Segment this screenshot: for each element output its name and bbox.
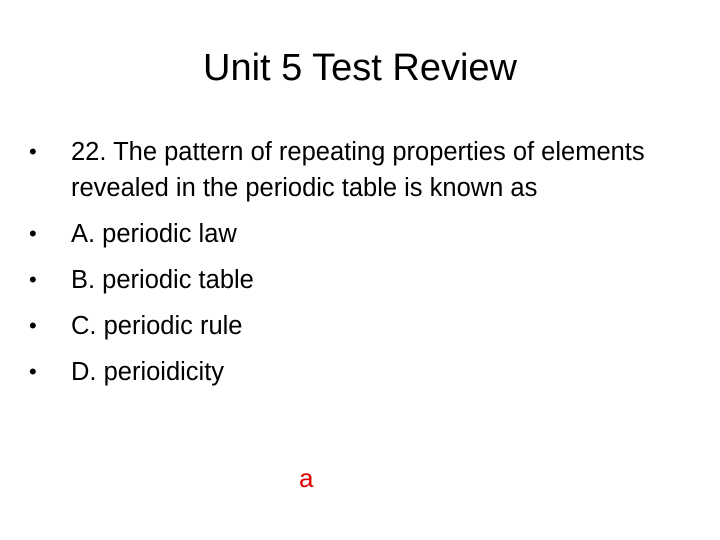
bullet-list bbox=[28, 134, 668, 400]
option-a bbox=[28, 216, 668, 252]
bullet-icon: • bbox=[29, 221, 37, 246]
option-d bbox=[28, 354, 668, 390]
bullet-icon: • bbox=[29, 359, 37, 384]
answer-text: a bbox=[299, 463, 314, 493]
slide-title: Unit 5 Test Review bbox=[203, 47, 517, 89]
question-item bbox=[28, 134, 668, 206]
option-d-text: D. perioidicity bbox=[71, 358, 225, 386]
bullet-icon: • bbox=[29, 139, 37, 164]
option-b bbox=[28, 262, 668, 298]
bullet-icon: • bbox=[29, 313, 37, 338]
option-a-text: A. periodic law bbox=[71, 220, 237, 248]
option-c-text: C. periodic rule bbox=[71, 312, 243, 340]
option-c bbox=[28, 308, 668, 344]
question-text: 22. The pattern of repeating properties of elements revealed in the periodic table is known as bbox=[71, 138, 645, 202]
option-b-text: B. periodic table bbox=[71, 266, 254, 294]
bullet-icon: • bbox=[29, 267, 37, 292]
